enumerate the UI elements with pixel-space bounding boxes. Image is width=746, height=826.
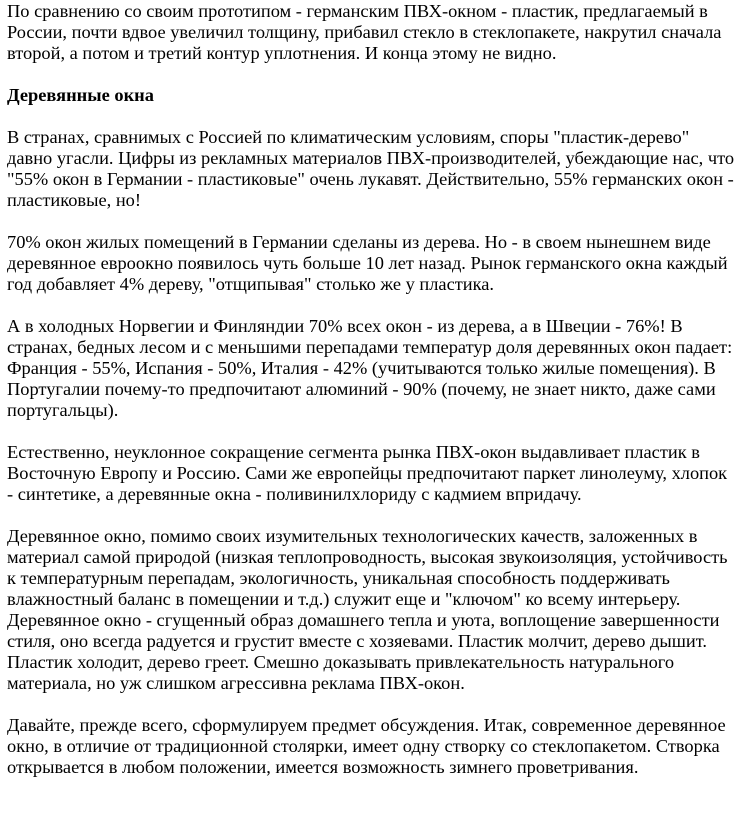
section-heading: Деревянные окна	[7, 85, 154, 105]
paragraph-wood-qualities: Деревянное окно, помимо своих изумительных технологических качеств, заложенных в материал самой природой (низкая теплопроводность, высокая звукоизоляция, устойчивость к температурным перепадам, экологичность, уникальная способность поддерживать влажностный баланс в помещении и т.д.) служит еще и "ключом" ко всему интерьеру. Деревянное окно - сгущенный образ домашнего тепла и уюта, воплощение завершенности стиля, оно всегда радуется и грустит вместе с хозяевами. Пластик молчит, дерево дышит. Пластик холодит, дерево греет. Смешно доказывать привлекательность натурального материала, но уж слишком агрессивна реклама ПВХ-окон.	[7, 526, 728, 693]
paragraph-eastern-europe: Естественно, неуклонное сокращение сегмента рынка ПВХ-окон выдавливает пластик в Восточную Европу и Россию. Сами же европейцы предпочитают паркет линолеуму, хлопок - синтетике, а деревянные окна - поливинилхлориду с кадмием впридачу.	[7, 442, 728, 504]
intro-paragraph: По сравнению со своим прототипом - германским ПВХ-окном - пластик, предлагаемый в России, почти вдвое увеличил толщину, прибавил стекло в стеклопакете, накрутил сначала второй, а потом и третий контур уплотнения. И конца этому не видно.	[7, 1, 722, 63]
paragraph-climate: В странах, сравнимых с Россией по климатическим условиям, споры "пластик-дерево" давно угасли. Цифры из рекламных материалов ПВХ-производителей, убеждающие нас, что "55% окон в Германии - пластиковые" очень лукавят. Действительно, 55% германских окон - пластиковые, но!	[7, 127, 735, 210]
paragraph-germany: 70% окон жилых помещений в Германии сделаны из дерева. Но - в своем нынешнем виде деревянное евроокно появилось чуть больше 10 лет назад. Рынок германского окна каждый год добавляет 4% дереву, "отщипывая" столько же у пластика.	[7, 232, 728, 294]
paragraph-scandinavia: А в холодных Норвегии и Финляндии 70% всех окон - из дерева, а в Швеции - 76%! В странах, бедных лесом и с меньшими перепадами температур доля деревянных окон падает: Франция - 55%, Испания - 50%, Италия - 42% (учитываются только жилые помещения). В Португалии почему-то предпочитают алюминий - 90% (почему, не знает никто, даже сами португальцы).	[7, 316, 733, 420]
paragraph-definition: Давайте, прежде всего, сформулируем предмет обсуждения. Итак, современное деревянное окно, в отличие от традиционной столярки, имеет одну створку со стеклопакетом. Створка открывается в любом положении, имеется возможность зимнего проветривания.	[7, 715, 726, 777]
